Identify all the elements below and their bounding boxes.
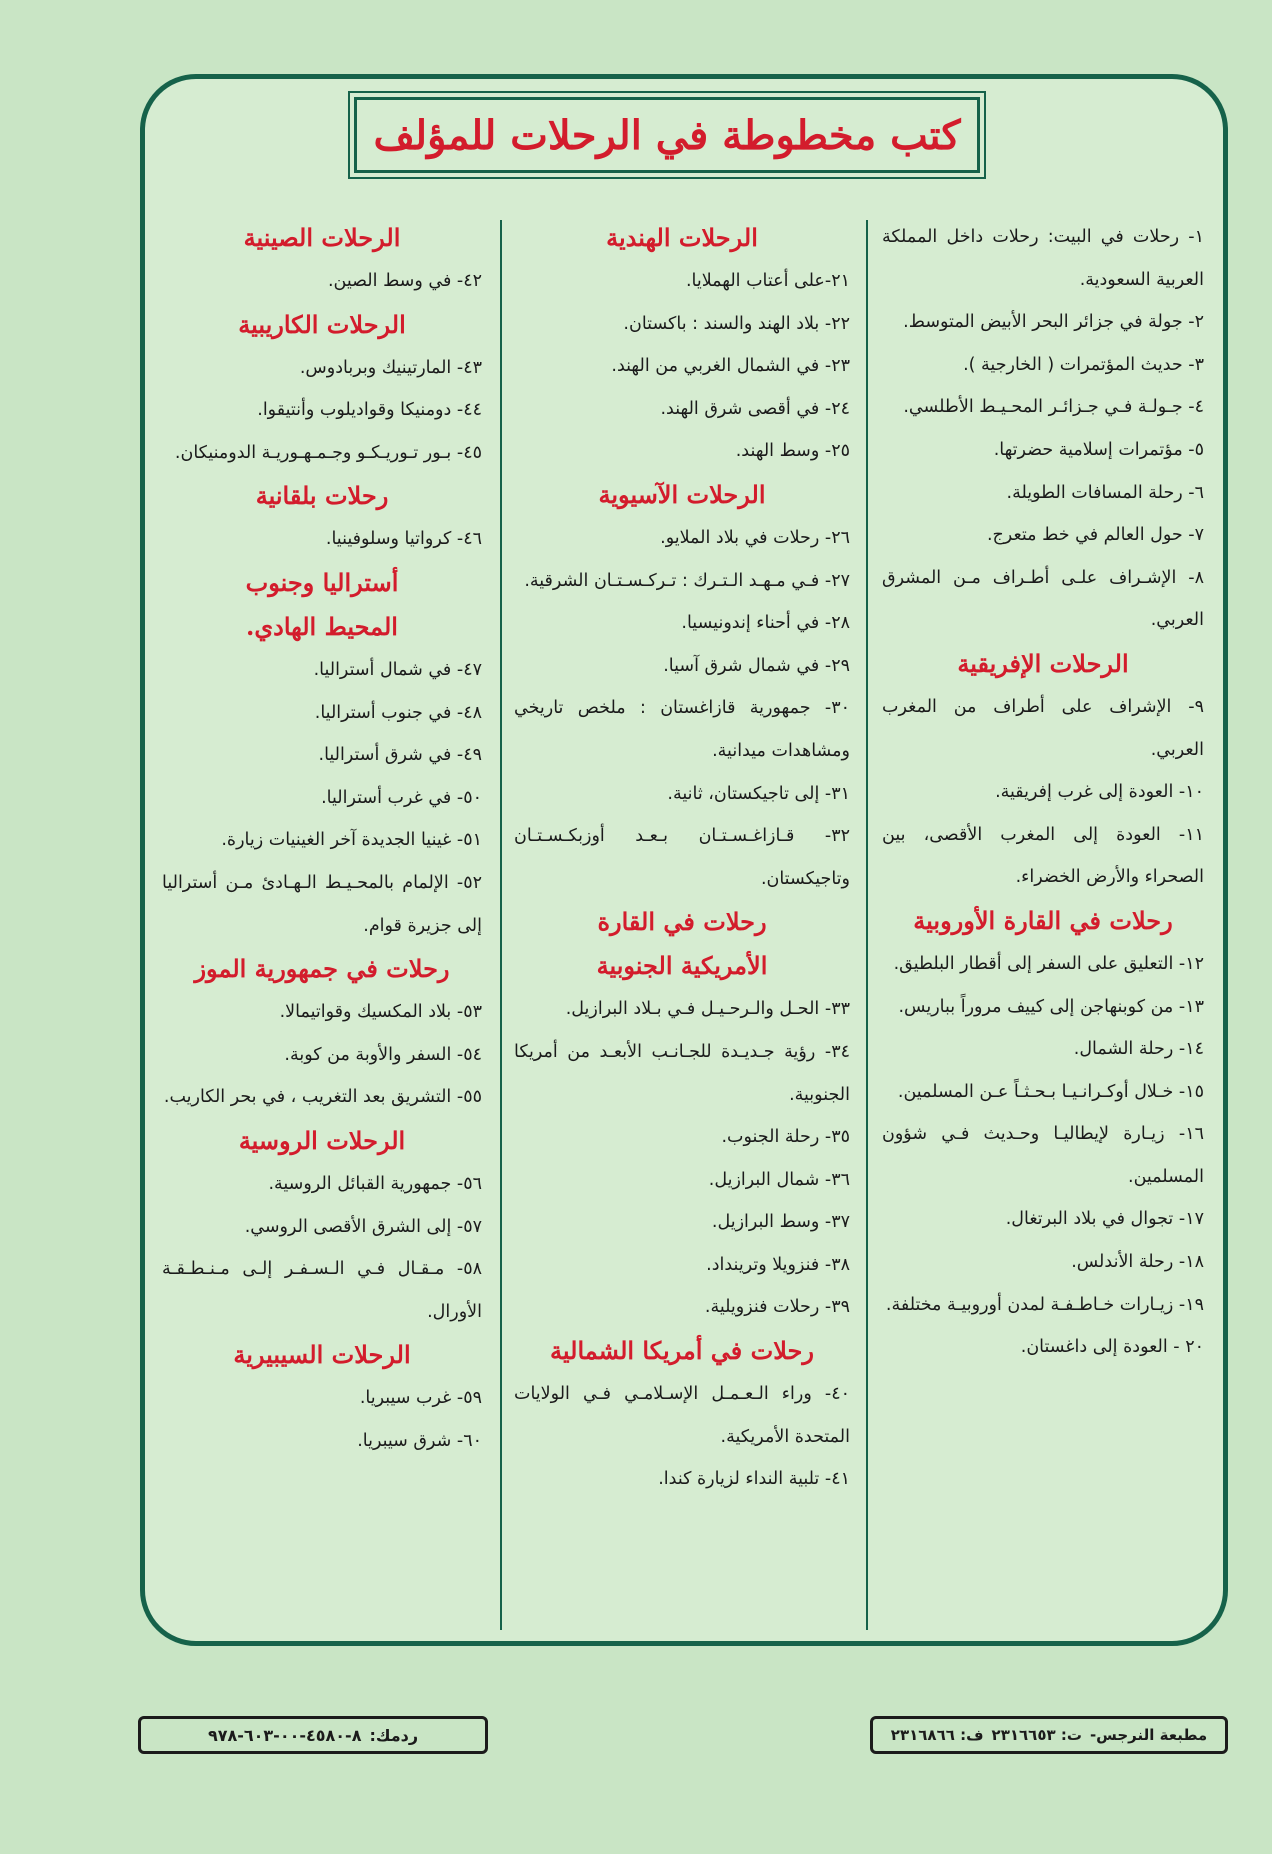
section-heading-balkan: رحلات بلقانية — [255, 481, 389, 511]
book-entry: ٤٧- في شمال أستراليا. — [313, 659, 482, 680]
section-heading-siberian: الرحلات السيبيرية — [233, 1340, 411, 1370]
section-heading-european: رحلات في القارة الأوروبية — [913, 905, 1173, 935]
printer-name: مطبعة النرجس- — [1089, 1726, 1208, 1744]
book-entry: ٢٨- في أحناء إندونيسيا. — [681, 613, 850, 634]
book-entry: ٥٣- بلاد المكسيك وقواتيمالا. — [279, 1002, 482, 1023]
book-entry: ١٢- التعليق على السفر إلى أقطار البلطيق. — [893, 953, 1204, 974]
section-heading-north-america: رحلات في أمريكا الشمالية — [550, 1336, 814, 1366]
book-entry: ٤٦- كرواتيا وسلوفينيا. — [325, 529, 482, 550]
book-entry: ٥٧- إلى الشرق الأقصى الروسي. — [244, 1216, 482, 1237]
book-entry: ١١- العودة إلى المغرب الأقصى، بين الصحراء والأرض الخضراء. — [882, 824, 1204, 888]
column-right — [868, 216, 1218, 1636]
entry-list — [514, 1373, 850, 1501]
book-entry: ٨- الإشـراف علـى أطـراف مـن المشرق العربي. — [882, 567, 1204, 631]
book-entry: ٦٠- شرق سيبريا. — [357, 1430, 482, 1451]
book-entry: ٢٩- في شمال شرق آسيا. — [663, 655, 850, 676]
book-entry: ٢٦- رحلات في بلاد الملايو. — [660, 527, 850, 548]
entry-list — [882, 943, 1204, 1369]
book-entry: ٣٠- جمهورية قازاغستان : ملخص تاريخي ومشاهدات ميدانية. — [514, 698, 850, 761]
book-entry: ٤٩- في شرق أستراليا. — [318, 745, 482, 766]
page-title: كتب مخطوطة في الرحلات للمؤلف — [373, 111, 961, 159]
section-heading-asian: الرحلات الآسيوية — [598, 479, 766, 509]
entry-list — [162, 1377, 482, 1462]
book-entry: ٤٢- في وسط الصين. — [327, 271, 482, 291]
book-entry: ٢٧- فـي مـهـد الـتـرك : تـركـسـتـان الشرقية. — [524, 570, 850, 591]
book-entry: ٣١- إلى تاجيكستان، ثانية. — [667, 783, 850, 804]
book-entry: ١- رحلات في البيت: رحلات داخل المملكة العربية السعودية. — [882, 227, 1204, 290]
column-middle — [500, 216, 864, 1636]
title-box — [354, 97, 980, 173]
section-heading-indian: الرحلات الهندية — [606, 223, 758, 252]
book-entry: ٣٨- فنزويلا وترينداد. — [706, 1254, 850, 1275]
book-entry: ٣٢- قـازاغـسـتـان بـعـد أوزبكـسـتـان وتاجيكستان. — [514, 826, 850, 889]
section-heading-caribbean: الرحلات الكاريبية — [238, 309, 406, 339]
book-entry: ٢٤- في أقصى شرق الهند. — [660, 398, 850, 419]
book-entry: ٢٥- وسط الهند. — [735, 441, 850, 462]
entry-list — [882, 686, 1204, 899]
entry-list — [514, 260, 850, 473]
entry-list — [514, 988, 850, 1329]
entry-list — [162, 260, 482, 303]
book-entry: ٤٥- بـور تـوريـكـو وجـمـهـوريـة الدومنيكان. — [174, 442, 482, 463]
book-entry: ٢- جولة في جزائر البحر الأبيض المتوسط. — [903, 312, 1204, 333]
section-heading-chinese: الرحلات الصينية — [243, 223, 401, 252]
book-entry: ٥٩- غرب سيبريا. — [359, 1388, 482, 1409]
printer-info — [870, 1716, 1228, 1754]
book-entry: ١٤- رحلة الشمال. — [1073, 1039, 1204, 1060]
book-entry: ١٨- رحلة الأندلس. — [1071, 1252, 1204, 1273]
book-entry: ١٠- العودة إلى غرب إفريقية. — [995, 782, 1204, 803]
entry-list — [162, 1163, 482, 1333]
book-entry: ٧- حول العالم في خط متعرج. — [986, 525, 1204, 546]
book-entry: ٦- رحلة المسافات الطويلة. — [1006, 482, 1204, 503]
section-heading-banana-republic: رحلات في جمهورية الموز — [194, 954, 450, 984]
entry-list — [882, 216, 1204, 642]
entry-list — [514, 517, 850, 900]
book-entry: ٢٣- في الشمال الغربي من الهند. — [611, 356, 850, 377]
book-entry: ٥١- غينيا الجديدة آخر الغينيات زيارة. — [221, 830, 482, 851]
book-entry: ٤- جـولـة فـي جـزائـر المحـيـط الأطلسي. — [903, 397, 1204, 418]
entry-list — [162, 991, 482, 1119]
book-entry: ٥٨- مـقـال فـي الـسـفـر إلـى مـنـطـقـة الأورال. — [162, 1259, 482, 1322]
book-entry: ٢١-على أعتاب الهملايا. — [685, 271, 850, 291]
book-entry: ٥٠- في غرب أستراليا. — [321, 787, 482, 808]
section-heading-african: الرحلات الإفريقية — [957, 648, 1129, 678]
book-entry: ٤٨- في جنوب أستراليا. — [314, 702, 482, 723]
entry-list — [162, 649, 482, 947]
book-entry: ٤٤- دومنيكا وقواديلوب وأنتيقوا. — [257, 400, 482, 421]
book-entry: ٤٣- المارتينيك وبربادوس. — [299, 357, 482, 378]
entry-list — [162, 518, 482, 561]
section-heading-australia-line1: أستراليا وجنوب — [245, 567, 399, 597]
book-entry: ٣٦- شمال البرازيل. — [708, 1169, 850, 1190]
book-entry: ٩- الإشراف على أطراف من المغرب العربي. — [882, 696, 1204, 760]
book-entry: ١٧- تجوال في بلاد البرتغال. — [1005, 1209, 1204, 1230]
book-entry: ٣٩- رحلات فنزويلية. — [704, 1297, 850, 1318]
book-entry: ٢٠ - العودة إلى داغستان. — [1020, 1337, 1204, 1358]
isbn-label: ردمك: — [369, 1725, 419, 1745]
book-entry: ٣٤- رؤية جـديـدة للجـانـب الأبعـد من أمريكا الجنوبية. — [514, 1041, 850, 1105]
book-entry: ٥٥- التشريق بعد التغريب ، في بحر الكاريب. — [163, 1087, 482, 1108]
book-entry: ١٦- زيـارة لإيطاليـا وحـديث فـي شؤون المسلمين. — [882, 1124, 1204, 1187]
book-entry: ١٩- زيـارات خـاطـفـة لمدن أوروبيـة مختلفة. — [885, 1294, 1204, 1315]
isbn-value: ٨-٤٥٨٠-٠٠-٦٠٣-٩٧٨ — [207, 1725, 362, 1745]
entry-list — [162, 347, 482, 475]
section-heading-south-america-line2: الأمريكية الجنوبية — [596, 951, 768, 981]
section-heading-south-america-line1: رحلات في القارة — [597, 907, 767, 937]
isbn-box — [138, 1716, 488, 1754]
printer-phone: ت: ٢٣١٦٦٥٣ — [991, 1726, 1082, 1744]
printer-fax: ف: ٢٣١٦٨٦٦ — [890, 1726, 984, 1744]
book-entry: ٤١- تلبية النداء لزيارة كندا. — [658, 1469, 850, 1490]
book-entry: ٢٢- بلاد الهند والسند : باكستان. — [623, 313, 850, 334]
book-entry: ٥٢- الإلمام بالمحـيـط الـهـادئ مـن أستراليا إلى جزيرة قوام. — [162, 872, 482, 936]
book-entry: ٥٦- جمهورية القبائل الروسية. — [268, 1173, 482, 1194]
book-entry: ١٣- من كوبنهاجن إلى كييف مروراً بباريس. — [898, 996, 1204, 1017]
book-entry: ٣٥- رحلة الجنوب. — [721, 1127, 850, 1148]
book-entry: ٥- مؤتمرات إسلامية حضرتها. — [993, 439, 1204, 460]
section-heading-australia-line2: المحيط الهادي. — [246, 611, 398, 641]
section-heading-russian: الرحلات الروسية — [238, 1125, 406, 1155]
column-left — [148, 216, 496, 1636]
book-entry: ٣٣- الحـل والـرحـيـل فـي بـلاد البرازيل. — [565, 999, 850, 1020]
book-entry: ٣٧- وسط البرازيل. — [711, 1212, 850, 1233]
book-entry: ٤٠- وراء الـعـمـل الإسـلامـي فـي الولايات المتحدة الأمريكية. — [514, 1384, 850, 1447]
book-entry: ١٥- خـلال أوكـرانـيـا بـحـثـاً عـن المسلمين. — [897, 1081, 1204, 1102]
book-entry: ٣- حديث المؤتمرات ( الخارجية ). — [963, 354, 1204, 375]
book-entry: ٥٤- السفر والأوبة من كوبة. — [284, 1044, 482, 1065]
